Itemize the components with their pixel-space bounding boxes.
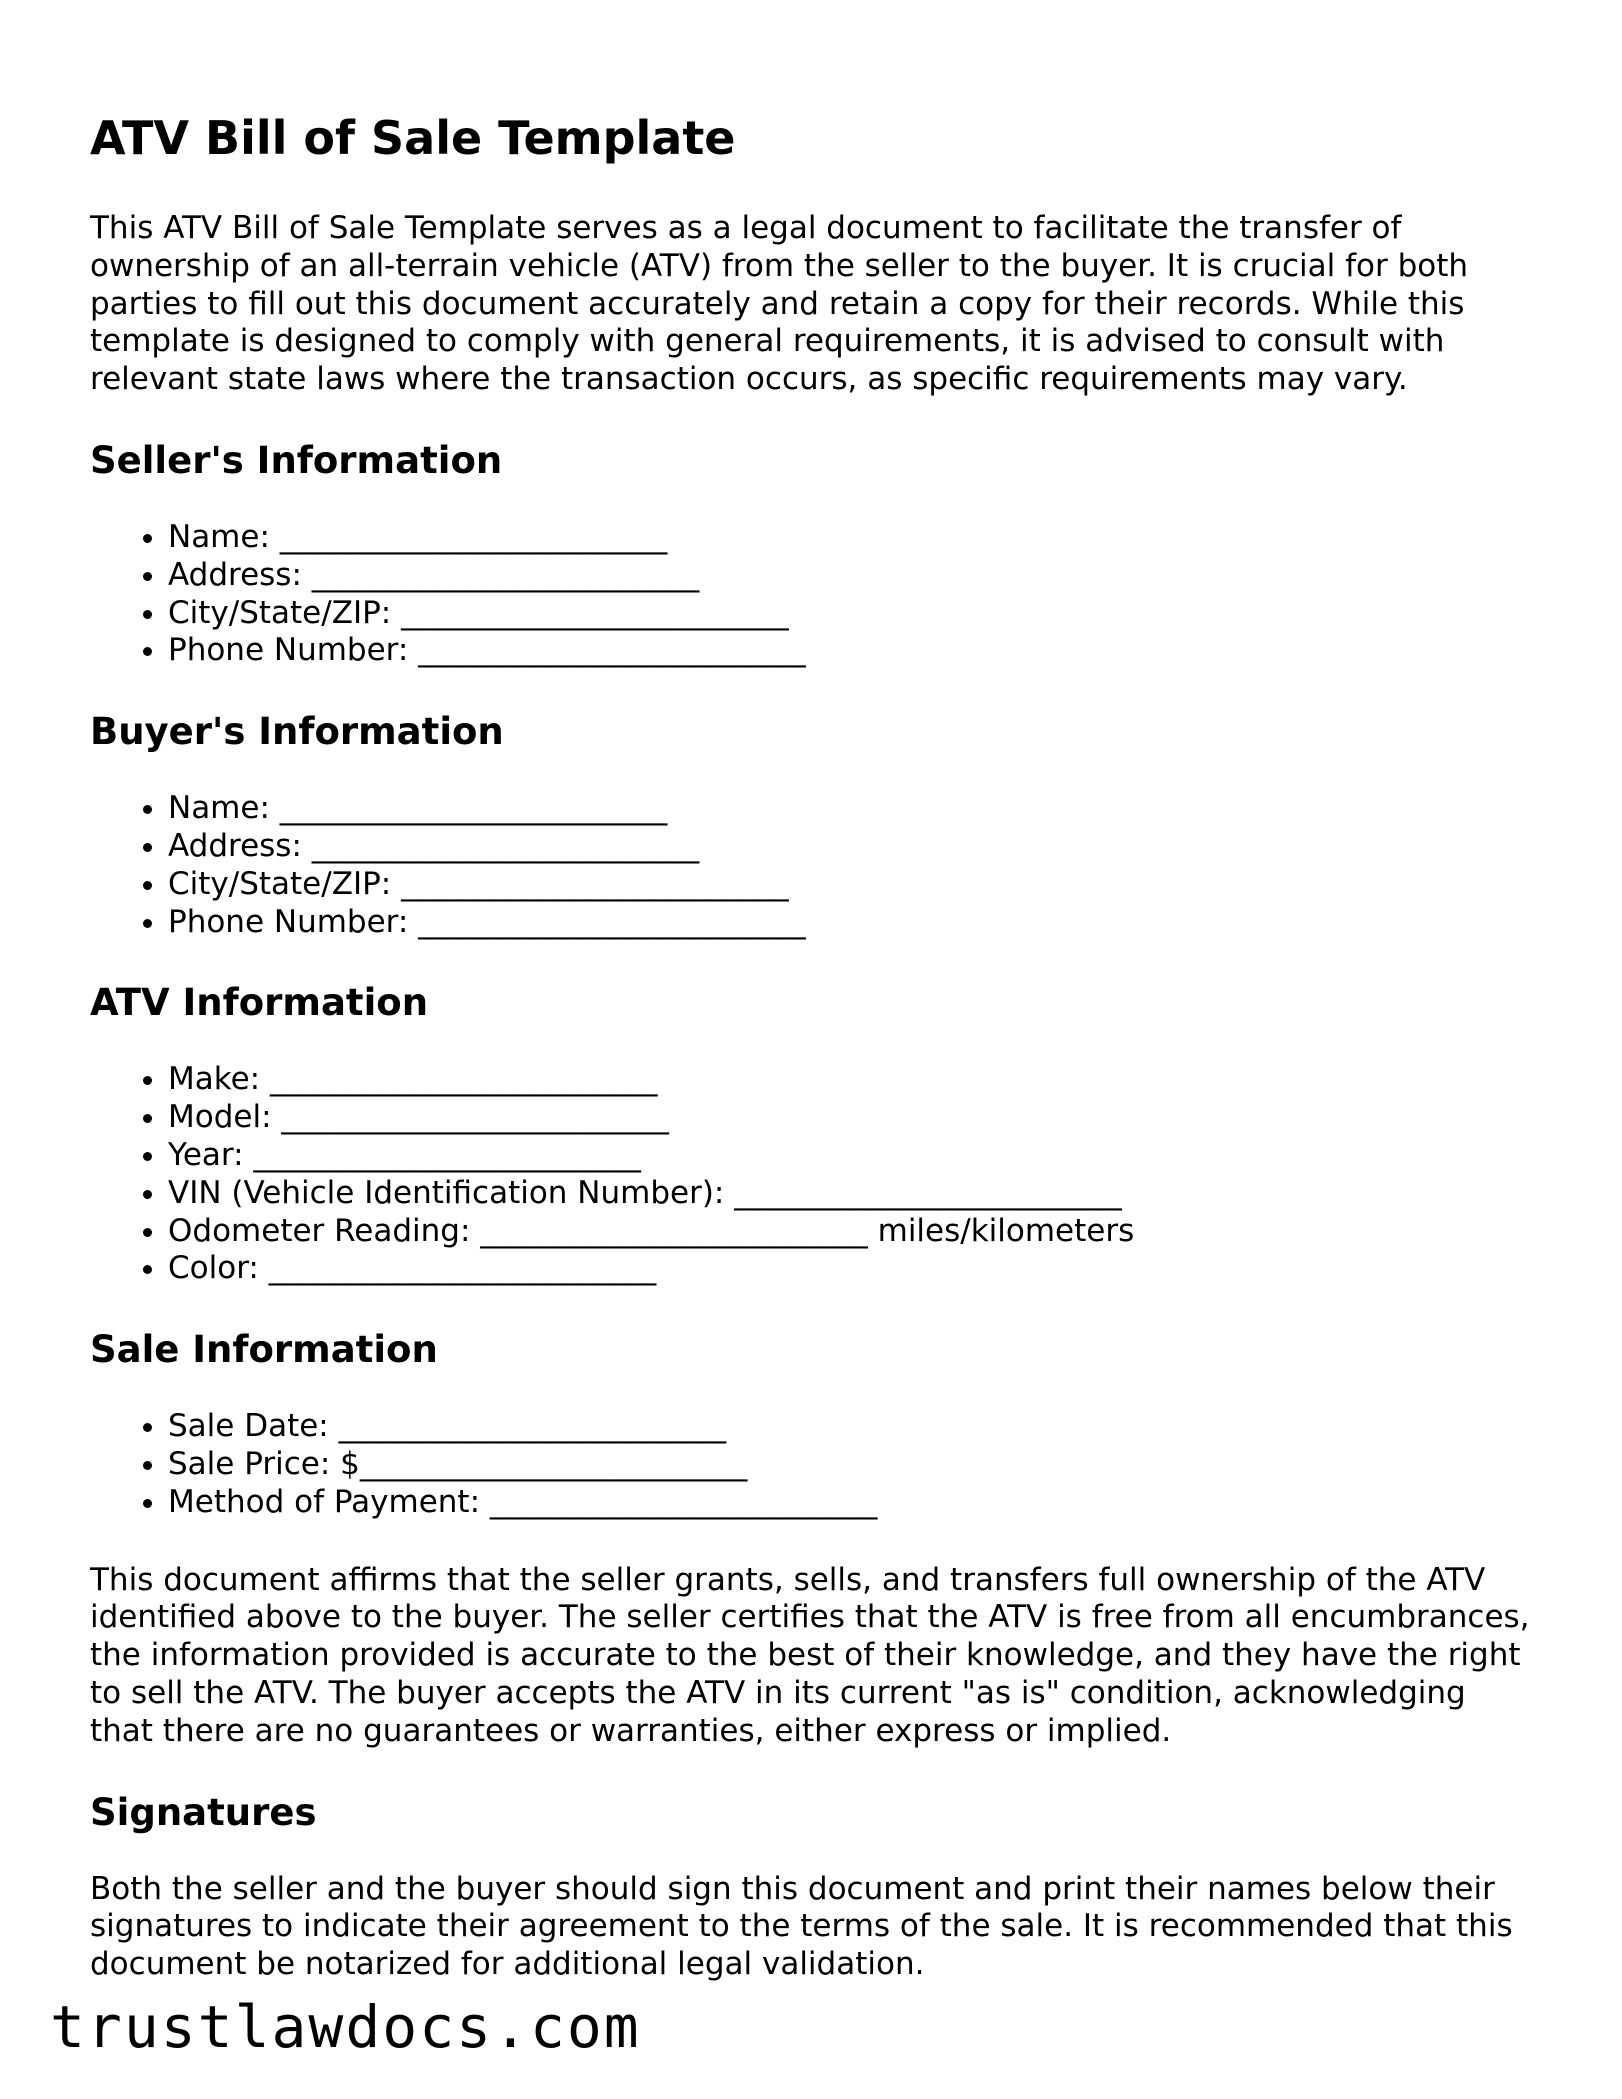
- atv-heading: ATV Information: [90, 981, 429, 1025]
- atv-make-field: • Make: _________________________: [168, 1061, 1530, 1099]
- buyer-heading: Buyer's Information: [90, 710, 504, 754]
- seller-city-state-zip-field: • City/State/ZIP: _________________________: [168, 595, 1530, 633]
- seller-heading: Seller's Information: [90, 438, 503, 482]
- document-title: ATV Bill of Sale Template: [90, 111, 736, 165]
- sale-heading: Sale Information: [90, 1328, 438, 1372]
- sale-date-field: • Sale Date: _________________________: [168, 1408, 1530, 1446]
- signatures-paragraph: Both the seller and the buyer should sign this document and print their names below their signatures to indicate their agreement to the terms of the sale. It is recommended that this document be notarized for additional legal validation.: [90, 1870, 1513, 1983]
- seller-address-field: • Address: _________________________: [168, 557, 1530, 595]
- seller-name-field: • Name: _________________________: [168, 519, 1530, 557]
- watermark: trustlawdocs.com: [50, 1993, 641, 2061]
- buyer-name-field: • Name: _________________________: [168, 790, 1530, 828]
- sale-price-field: • Sale Price: $_________________________: [168, 1446, 1530, 1484]
- seller-phone-field: • Phone Number: _________________________: [168, 632, 1530, 670]
- atv-color-field: • Color: _________________________: [168, 1250, 1530, 1288]
- atv-odometer-field: • Odometer Reading: _________________________ miles/kilometers: [168, 1213, 1530, 1251]
- payment-method-field: • Method of Payment: _________________________: [168, 1484, 1530, 1522]
- sale-fields: [90, 1408, 1530, 1521]
- buyer-phone-field: • Phone Number: _________________________: [168, 904, 1530, 942]
- atv-model-field: • Model: _________________________: [168, 1099, 1530, 1137]
- signatures-heading: Signatures: [90, 1790, 317, 1834]
- atv-fields: [90, 1061, 1530, 1288]
- atv-vin-field: • VIN (Vehicle Identification Number): _________________________: [168, 1175, 1530, 1213]
- document-page: [90, 110, 1530, 1984]
- intro-paragraph: This ATV Bill of Sale Template serves as a legal document to facilitate the transfer of ownership of an all-terrain vehicle (ATV) from the seller to the buyer. It is crucial for both parties to fill out this document accurately and retain a copy for their records. While this template is designed to comply with general requirements, it is advised to consult with relevant state laws where the transaction occurs, as specific requirements may vary.: [90, 210, 1469, 398]
- buyer-fields: [90, 790, 1530, 941]
- atv-year-field: • Year: _________________________: [168, 1137, 1530, 1175]
- buyer-address-field: • Address: _________________________: [168, 828, 1530, 866]
- buyer-city-state-zip-field: • City/State/ZIP: _________________________: [168, 866, 1530, 904]
- seller-fields: [90, 519, 1530, 670]
- affirmation-paragraph: This document affirms that the seller grants, sells, and transfers full ownership of the ATV identified above to the buyer. The seller certifies that the ATV is free from all encumbrances, the information provided is accurate to the best of their knowledge, and they have the right to sell the ATV. The buyer accepts the ATV in its current "as is" condition, acknowledging that there are no guarantees or warranties, either express or implied.: [90, 1561, 1530, 1749]
